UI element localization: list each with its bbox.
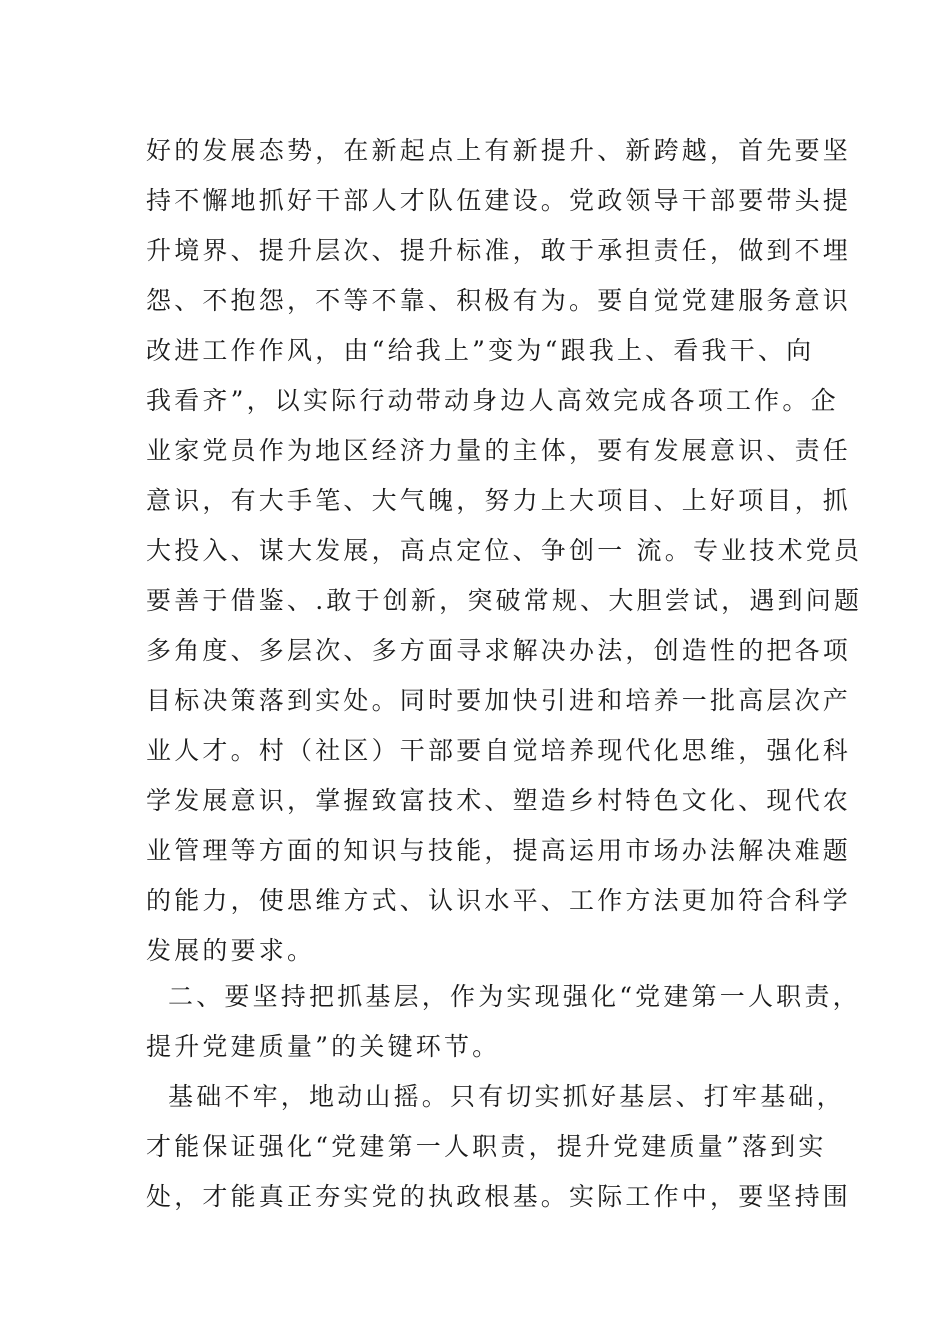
text-line: 意识，有大手笔、大气魄，努力上大项目、上好项目，抓 (146, 486, 852, 515)
heading-line: 二、要坚持把抓基层，作为实现强化“党建第一人职责， (168, 982, 861, 1011)
text-line: 大投入、谋大发展，高点定位、争创一 流。专业技术党员 (146, 536, 863, 565)
text-line: 持不懈地抓好干部人才队伍建设。党政领导干部要带头提 (146, 186, 852, 215)
text-line: 学发展意识，掌握致富技术、塑造乡村特色文化、现代农 (146, 786, 852, 815)
text-line: 怨、不抱怨，不等不靠、积极有为。要自觉党建服务意识 (146, 286, 852, 315)
text-line: 处，才能真正夯实党的执政根基。实际工作中，要坚持围 (146, 1182, 852, 1211)
text-line: 基础不牢，地动山摇。只有切实抓好基层、打牢基础， (168, 1082, 845, 1111)
paragraph-cadre-team (146, 126, 863, 976)
text-line: 要善于借鉴、.敢于创新，突破常规、大胆尝试，遇到问题 (146, 586, 863, 615)
text-line: 目标决策落到实处。同时要加快引进和培养一批高层次产 (146, 686, 852, 715)
text-line: 改进工作作风，由“给我上”变为“跟我上、看我干、向 (146, 336, 815, 365)
text-line: 升境界、提升层次、提升标准，敢于承担责任，做到不埋 (146, 236, 852, 265)
text-line: 业人才。村（社区）干部要自觉培养现代化思维，强化科 (146, 736, 852, 765)
text-line: 发展的要求。 (146, 936, 316, 965)
text-line: 业家党员作为地区经济力量的主体，要有发展意识、责任 (146, 436, 852, 465)
text-line: 的能力，使思维方式、认识水平、工作方法更加符合科学 (146, 886, 852, 915)
text-line: 好的发展态势，在新起点上有新提升、新跨越，首先要坚 (146, 136, 852, 165)
text-line: 多角度、多层次、多方面寻求解决办法，创造性的把各项 (146, 636, 852, 665)
text-line: 才能保证强化“党建第一人职责，提升党建质量”落到实 (146, 1132, 827, 1161)
heading-line: 提升党建质量”的关键环节。 (146, 1032, 501, 1061)
section-heading-grassroots (146, 972, 861, 1072)
paragraph-foundation (146, 1072, 852, 1222)
text-line: 我看齐”，以实际行动带动身边人高效完成各项工作。企 (146, 386, 839, 415)
text-line: 业管理等方面的知识与技能，提高运用市场办法解决难题 (146, 836, 852, 865)
